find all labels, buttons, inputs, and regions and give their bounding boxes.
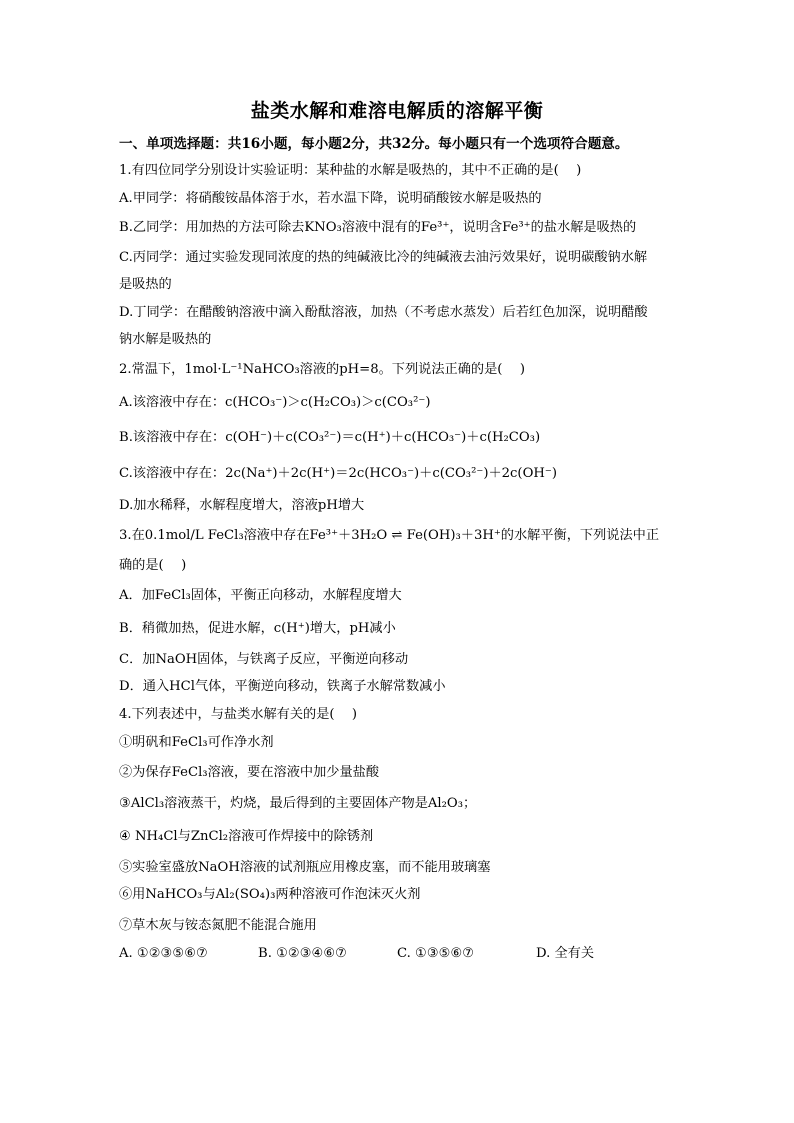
q1-option-d: D.丁同学：在醋酸钠溶液中滴入酚酞溶液，加热（不考虑水蒸发）后若红色加深，说明醋酸: [119, 305, 648, 320]
q2-option-d: D.加水稀释，水解程度增大，溶液pH增大: [119, 498, 365, 513]
q2-option-a: A.该溶液中存在：c(HCO₃⁻)＞c(H₂CO₃)＞c(CO₃²⁻): [119, 395, 431, 410]
q2-option-b: B.该溶液中存在：c(OH⁻)＋c(CO₃²⁻)＝c(H⁺)＋c(HCO₃⁻)＋c(H₂CO₃): [119, 430, 541, 445]
q2-stem: 2.常温下，1mol·L⁻¹NaHCO₃溶液的pH=8。下列说法正确的是( ): [119, 362, 525, 377]
q4-statement-5: ⑤实验室盛放NaOH溶液的试剂瓶应用橡皮塞，而不能用玻璃塞: [119, 860, 491, 875]
q4-statement-3: ③AlCl₃溶液蒸干，灼烧，最后得到的主要固体产物是Al₂O₃；: [119, 796, 477, 811]
q4-statement-2: ②为保存FeCl₃溶液，要在溶液中加少量盐酸: [119, 765, 380, 780]
q4-stem: 4.下列表述中，与盐类水解有关的是( ): [119, 707, 358, 722]
page-title: 盐类水解和难溶电解质的溶解平衡: [250, 100, 544, 122]
q1-option-b: B.乙同学：用加热的方法可除去KNO₃溶液中混有的Fe³⁺，说明含Fe³⁺的盐水解是吸热的: [119, 220, 637, 235]
q4-statement-4: ④ NH₄Cl与ZnCl₂溶液可作焊接中的除锈剂: [119, 829, 374, 844]
q3-option-b: B．稍微加热，促进水解，c(H⁺)增大，pH减小: [119, 621, 396, 636]
q4-option-d: D. 全有关: [536, 946, 595, 961]
q4-option-a: A. ①②③⑤⑥⑦: [119, 946, 208, 961]
q3-option-a: A．加FeCl₃固体，平衡正向移动，水解程度增大: [119, 588, 402, 603]
q1-option-c-cont: 是吸热的: [119, 277, 172, 292]
q3-option-c: C．加NaOH固体，与铁离子反应，平衡逆向移动: [119, 652, 409, 667]
q3-stem-cont: 确的是( ): [119, 558, 187, 573]
q2-option-c: C.该溶液中存在：2c(Na⁺)＋2c(H⁺)＝2c(HCO₃⁻)＋c(CO₃²⁻)＋2c(OH⁻): [119, 466, 557, 481]
q1-stem: 1.有四位同学分别设计实验证明：某种盐的水解是吸热的，其中不正确的是( ): [119, 163, 582, 178]
q4-statement-1: ①明矾和FeCl₃可作净水剂: [119, 735, 274, 750]
q3-option-d: D．通入HCl气体，平衡逆向移动，铁离子水解常数减小: [119, 679, 446, 694]
section-heading: 一、单项选择题：共16小题，每小题2分，共32分。每小题只有一个选项符合题意。: [119, 136, 629, 152]
q4-option-b: B. ①②③④⑥⑦: [258, 946, 348, 961]
q4-statement-7: ⑦草木灰与铵态氮肥不能混合施用: [119, 918, 317, 933]
q1-option-c: C.丙同学：通过实验发现同浓度的热的纯碱液比冷的纯碱液去油污效果好，说明碳酸钠水解: [119, 250, 648, 265]
q1-option-d-cont: 钠水解是吸热的: [119, 332, 212, 347]
q4-statement-6: ⑥用NaHCO₃与Al₂(SO₄)₃两种溶液可作泡沫灭火剂: [119, 887, 421, 902]
q4-option-c: C. ①③⑤⑥⑦: [397, 946, 475, 961]
q3-stem: 3.在0.1mol/L FeCl₃溶液中存在Fe³⁺＋3H₂O ⇌ Fe(OH)₃＋3H⁺的水解平衡，下列说法中正: [119, 528, 660, 543]
q1-option-a: A.甲同学：将硝酸铵晶体溶于水，若水温下降，说明硝酸铵水解是吸热的: [119, 191, 542, 206]
